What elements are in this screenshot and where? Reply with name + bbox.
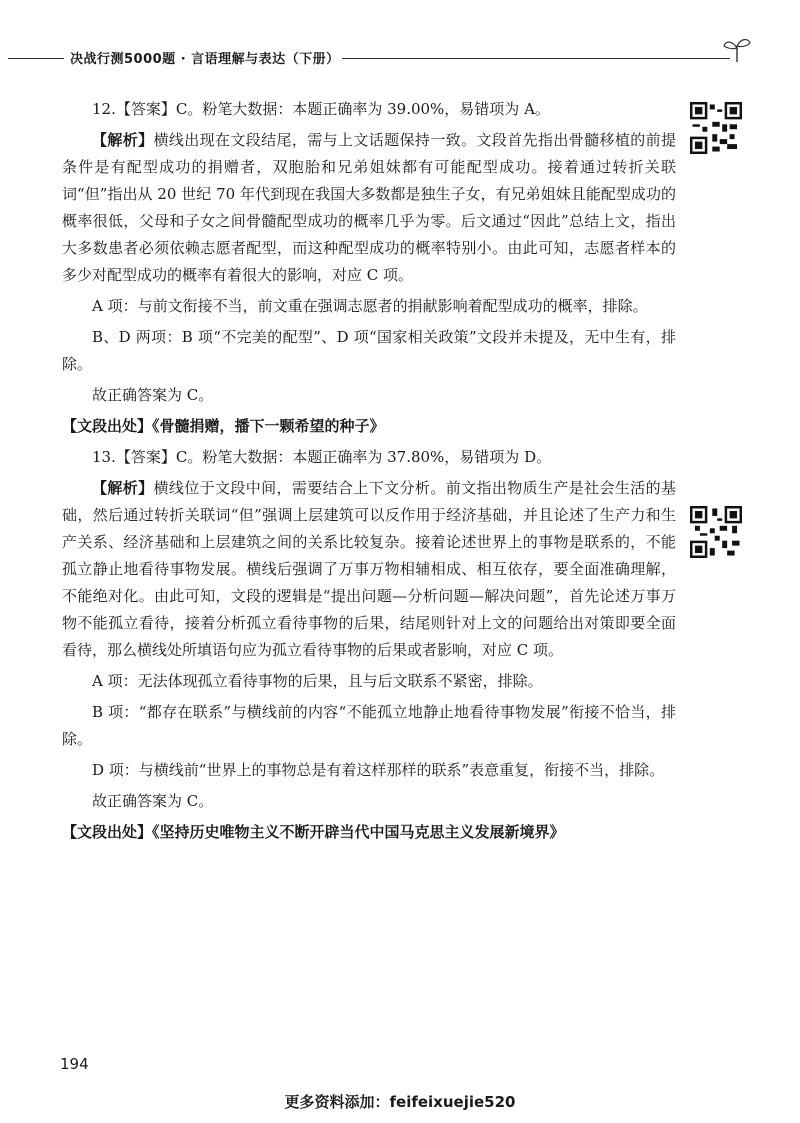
q12-conclusion: 故正确答案为 C。 <box>92 386 214 404</box>
q12-option-bd: B、D 两项：B 项“不完美的配型”、D 项“国家相关政策”文段并未提及，无中生有，排除。 <box>62 328 676 373</box>
sprout-icon <box>722 36 752 62</box>
header-rule-right <box>342 58 730 59</box>
page-content <box>62 96 676 850</box>
q12-analysis-tag: 【解析】 <box>92 131 154 149</box>
book-title: 决战行测5000题 · 言语理解与表达（下册） <box>70 52 340 67</box>
q13-analysis-text: 横线位于文段中间，需要结合上下文分析。前文指出物质生产是社会生活的基础，然后通过转折关联词“但”强调上层建筑可以反作用于经济基础，并且论述了生产力和生产关系、经济基础和上层建筑之间的关系比较复杂。接着论述世界上的事物是联系的，不能孤立静止地看待事物发展。横线后强调了万事万物相辅相成、相互依存，要全面准确理解，不能绝对化。由此可知，文段的逻辑是“提出问题—分析问题—解决问题”，首先论述万事万物不能孤立看待，接着分析孤立看待事物的后果，结尾则针对上文的问题给出对策即要全面看待，那么横线处所填语句应为孤立看待事物的后果或者影响，对应 C 项。 <box>62 479 676 659</box>
footer-note: 更多资料添加：feifeixuejie520 <box>284 1093 516 1111</box>
q13-analysis <box>62 475 676 664</box>
q13-option-d: D 项：与横线前“世界上的事物总是有着这样那样的联系”表意重复，衔接不当，排除。 <box>92 761 665 779</box>
q12-option-a: A 项：与前文衔接不当，前文重在强调志愿者的捐献影响着配型成功的概率，排除。 <box>92 297 648 315</box>
q12-analysis-text: 横线出现在文段结尾，需与上文话题保持一致。文段首先指出骨髓移植的前提条件是有配型成功的捐赠者，双胞胎和兄弟姐妹都有可能配型成功。接着通过转折关联词“但”指出从 20 世纪 70 年代到现在我国大多数都是独生子女，有兄弟姐妹且能配型成功的概率很低，父母和子女之间骨髓配型成功的概率几乎为零。后文通过“因此”总结上文，指出大多数患者必须依赖志愿者配型，而这种配型成功的概率特别小。由此可知，志愿者样本的多少对配型成功的概率有着很大的影响，对应 C 项。 <box>62 131 676 284</box>
qr-code-icon <box>690 102 742 154</box>
q12-analysis <box>62 127 676 289</box>
q13-conclusion: 故正确答案为 C。 <box>92 792 214 810</box>
q13-option-a: A 项：无法体现孤立看待事物的后果，且与后文联系不紧密，排除。 <box>92 672 543 690</box>
q12-answer-line: 12.【答案】C。粉笔大数据：本题正确率为 39.00%，易错项为 A。 <box>92 100 550 118</box>
q13-answer-line: 13.【答案】C。粉笔大数据：本题正确率为 37.80%，易错项为 D。 <box>92 448 552 466</box>
q12-source: 【文段出处】《骨髓捐赠，播下一颗希望的种子》 <box>62 417 385 435</box>
q13-analysis-tag: 【解析】 <box>92 479 154 497</box>
qr-code-icon <box>690 506 742 558</box>
header-rule-left <box>8 58 64 59</box>
q13-option-b: B 项：“都存在联系”与横线前的内容“不能孤立地静止地看待事物发展”衔接不恰当，排除。 <box>62 703 676 748</box>
running-header <box>0 44 800 70</box>
q13-source: 【文段出处】《坚持历史唯物主义不断开辟当代中国马克思主义发展新境界》 <box>62 823 565 841</box>
page-number: 194 <box>60 1055 89 1073</box>
